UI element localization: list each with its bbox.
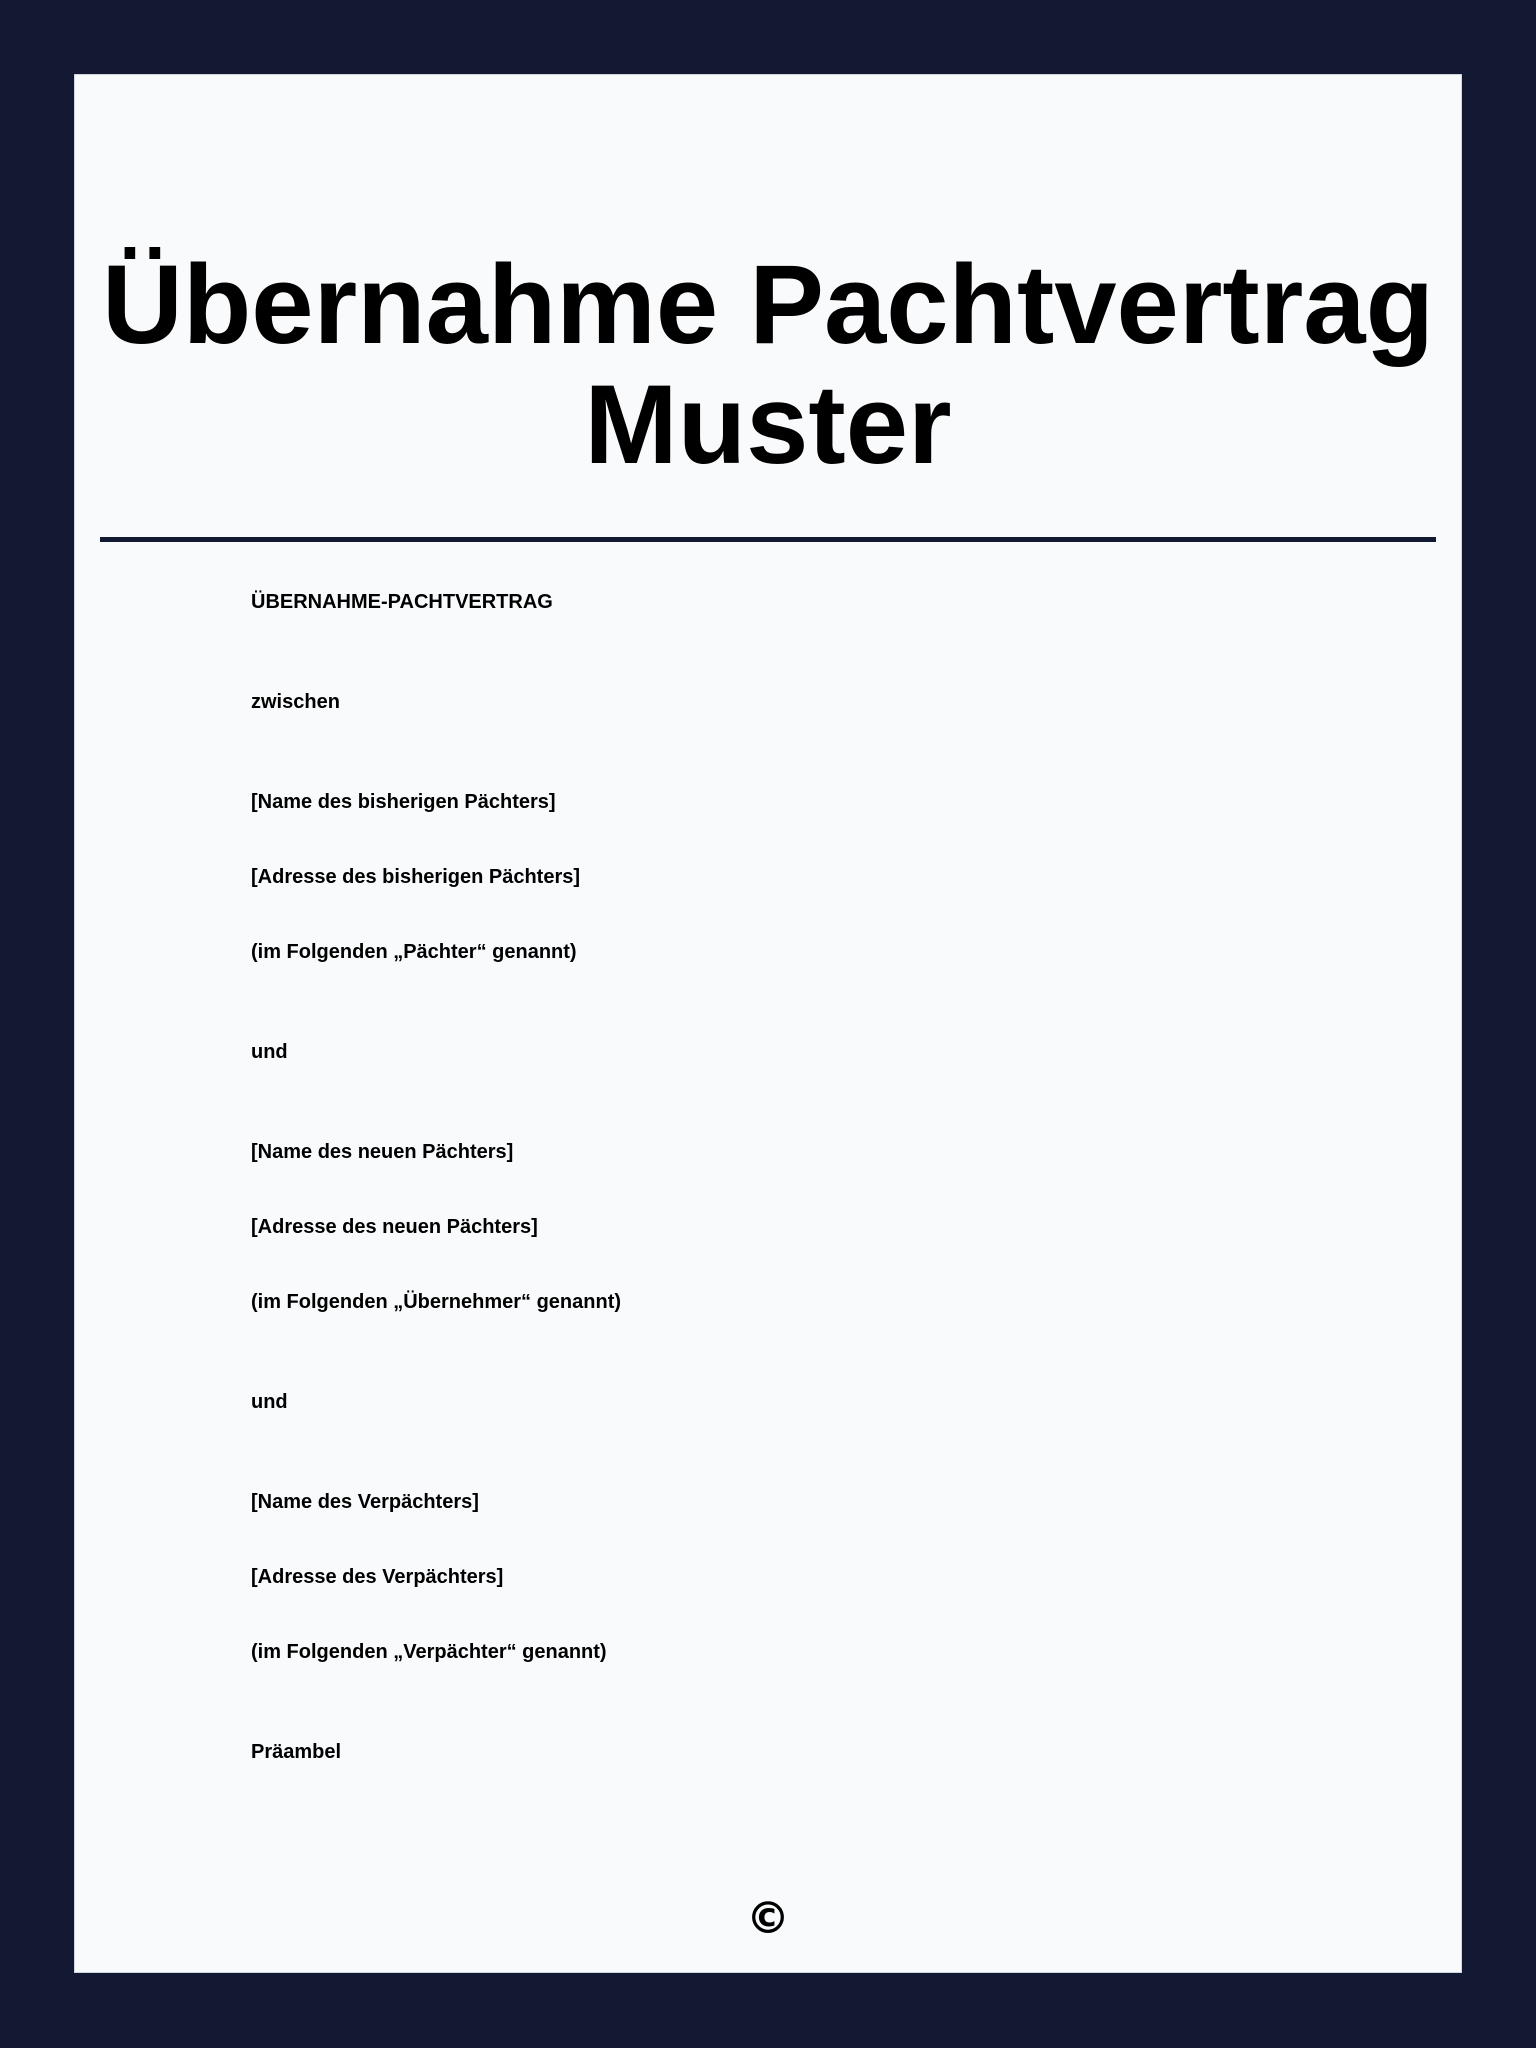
section-heading-praeambel: Präambel <box>251 1741 342 1763</box>
document-page <box>74 74 1462 1973</box>
title-divider <box>100 537 1436 542</box>
body-line: [Name des neuen Pächters] <box>251 1141 514 1163</box>
body-line: [Name des Verpächters] <box>251 1491 479 1513</box>
body-line: [Adresse des bisherigen Pächters] <box>251 866 581 888</box>
document-title <box>75 242 1461 487</box>
body-line: [Adresse des neuen Pächters] <box>251 1216 538 1238</box>
title-line-1: Übernahme Pachtvertrag <box>101 242 1435 367</box>
body-line: und <box>251 1391 288 1413</box>
body-line: und <box>251 1041 288 1063</box>
title-line-2: Muster <box>584 362 952 487</box>
body-line: zwischen <box>251 691 340 713</box>
body-line: [Name des bisherigen Pächters] <box>251 791 556 813</box>
body-line: [Adresse des Verpächters] <box>251 1566 504 1588</box>
contract-heading: ÜBERNAHME-PACHTVERTRAG <box>251 591 553 613</box>
body-line: (im Folgenden „Pächter“ genannt) <box>251 941 577 963</box>
body-line: (im Folgenden „Übernehmer“ genannt) <box>251 1291 622 1313</box>
body-line: (im Folgenden „Verpächter“ genannt) <box>251 1641 607 1663</box>
copyright-icon: © <box>746 1893 790 1944</box>
